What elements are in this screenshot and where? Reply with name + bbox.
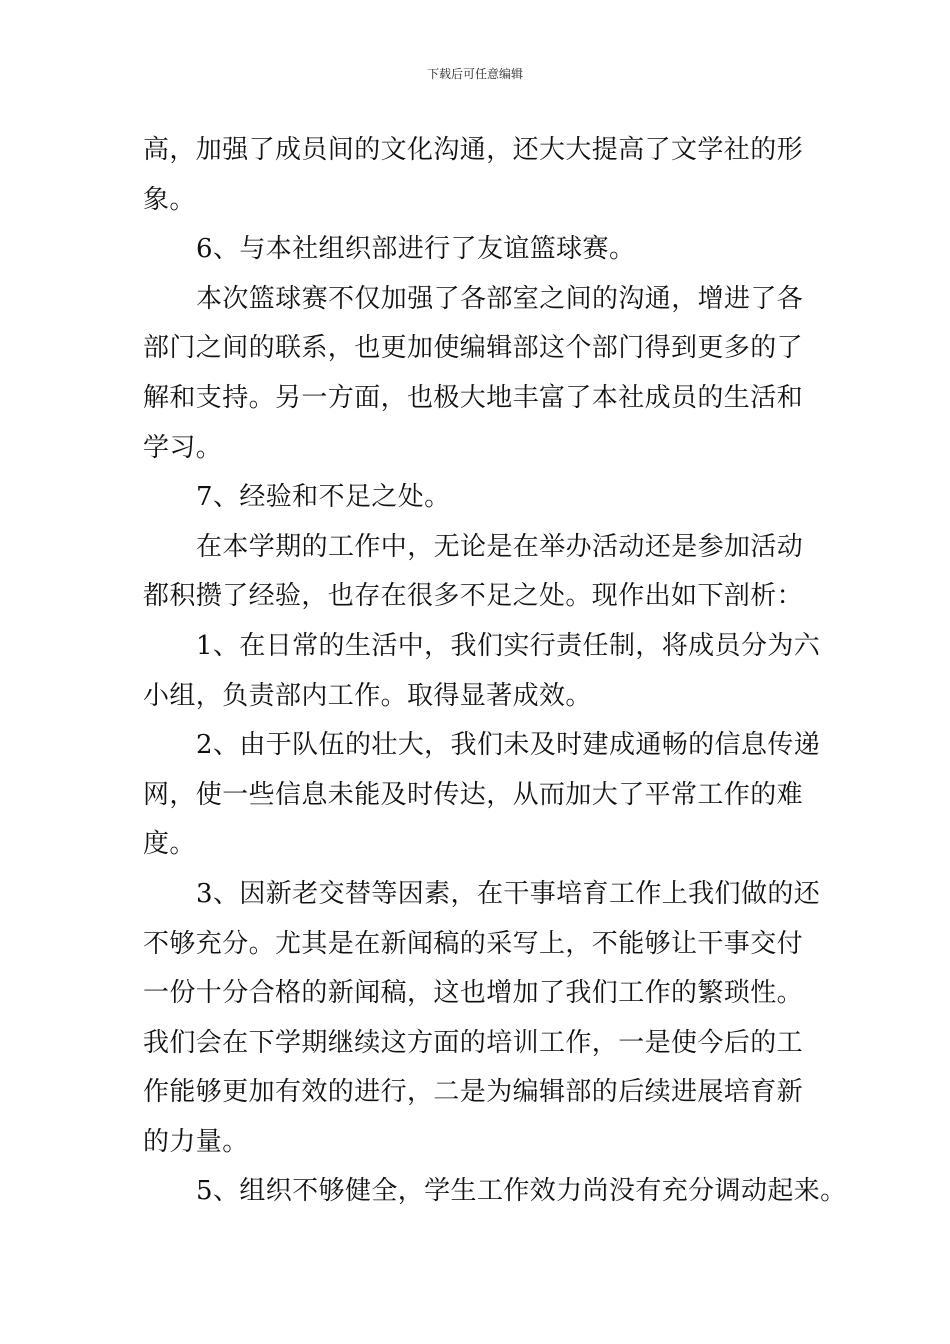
text-line: 网，使一些信息未能及时传达，从而加大了平常工作的难 [143,779,804,810]
text-line: 小组，负责部内工作。取得显著成效。 [143,680,592,711]
text-line: 的力量。 [143,1126,249,1157]
text-line: 我们会在下学期继续这方面的培训工作，一是使今后的工 [143,1027,804,1058]
text-line: 6、与本社组织部进行了友谊篮球赛。 [196,234,636,265]
text-line: 高，加强了成员间的文化沟通，还大大提高了文学社的形 [143,135,804,165]
text-line: 5、组织不够健全，学生工作效力尚没有充分调动起来。 [196,1176,847,1207]
text-line: 学习。 [143,432,223,463]
text-line: 一份十分合格的新闻稿，这也增加了我们工作的繁琐性。 [143,978,804,1009]
text-line: 度。 [143,829,196,860]
text-line: 2、由于队伍的壮大，我们未及时建成通畅的信息传递 [196,730,821,761]
text-line: 本次篮球赛不仅加强了各部室之间的沟通，增进了各 [196,283,804,314]
text-line: 解和支持。另一方面，也极大地丰富了本社成员的生活和 [143,382,804,413]
text-line: 都积攒了经验，也存在很多不足之处。现作出如下剖析： [143,581,804,612]
text-line: 部门之间的联系，也更加使编辑部这个部门得到更多的了 [143,333,804,364]
body-text [143,126,847,1217]
text-line: 不够充分。尤其是在新闻稿的采写上，不能够让干事交付 [143,928,804,959]
text-line: 在本学期的工作中，无论是在举办活动还是参加活动 [196,531,804,562]
text-line: 7、经验和不足之处。 [196,482,451,513]
text-line: 3、因新老交替等因素，在干事培育工作上我们做的还 [196,878,821,909]
text-line: 1、在日常的生活中，我们实行责任制，将成员分为六 [196,630,821,661]
text-line: 作能够更加有效的进行，二是为编辑部的后续进展培育新 [143,1077,804,1108]
text-line: 象。 [143,184,196,215]
page-header: 下载后可任意编辑 [426,67,523,81]
